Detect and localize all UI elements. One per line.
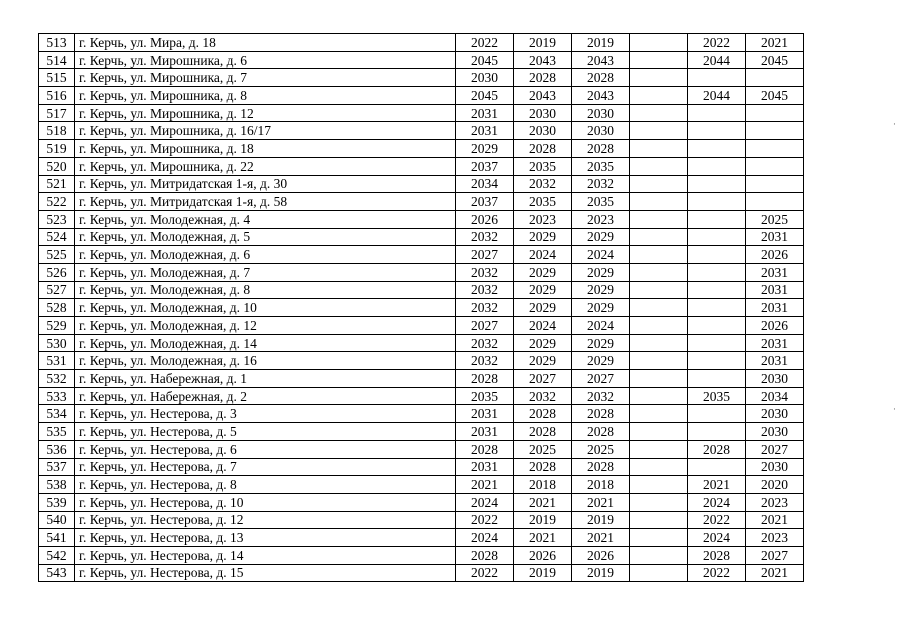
- year-cell-4: [630, 564, 688, 582]
- table-row: [39, 175, 804, 193]
- year-cell-1: 2022: [456, 564, 514, 582]
- year-cell-4: [630, 334, 688, 352]
- year-cell-6: 2023: [746, 529, 804, 547]
- row-number-cell: 534: [39, 405, 75, 423]
- row-number-cell: 521: [39, 175, 75, 193]
- year-cell-4: [630, 122, 688, 140]
- address-cell: г. Керчь, ул. Нестерова, д. 15: [75, 564, 456, 582]
- year-cell-6: 2025: [746, 210, 804, 228]
- address-cell: г. Керчь, ул. Молодежная, д. 14: [75, 334, 456, 352]
- address-cell: г. Керчь, ул. Молодежная, д. 16: [75, 352, 456, 370]
- year-cell-6: 2030: [746, 423, 804, 441]
- table-row: [39, 281, 804, 299]
- address-cell: г. Керчь, ул. Мирошника, д. 16/17: [75, 122, 456, 140]
- year-cell-6: 2030: [746, 458, 804, 476]
- row-number-cell: 526: [39, 263, 75, 281]
- table-row: [39, 334, 804, 352]
- year-cell-6: 2030: [746, 370, 804, 388]
- row-number-cell: 532: [39, 370, 75, 388]
- year-cell-1: 2027: [456, 317, 514, 335]
- row-number-cell: 515: [39, 69, 75, 87]
- year-cell-4: [630, 157, 688, 175]
- year-cell-1: 2031: [456, 104, 514, 122]
- year-cell-3: 2026: [572, 546, 630, 564]
- year-cell-5: 2044: [688, 51, 746, 69]
- year-cell-3: 2028: [572, 405, 630, 423]
- year-cell-3: 2019: [572, 511, 630, 529]
- table-row: [39, 51, 804, 69]
- year-cell-5: 2028: [688, 440, 746, 458]
- housing-schedule-table: [38, 33, 804, 582]
- year-cell-1: 2032: [456, 334, 514, 352]
- row-number-cell: 528: [39, 299, 75, 317]
- address-cell: г. Керчь, ул. Набережная, д. 1: [75, 370, 456, 388]
- year-cell-3: 2021: [572, 529, 630, 547]
- year-cell-1: 2032: [456, 228, 514, 246]
- year-cell-6: 2020: [746, 476, 804, 494]
- year-cell-1: 2032: [456, 281, 514, 299]
- year-cell-6: 2031: [746, 334, 804, 352]
- year-cell-1: 2031: [456, 458, 514, 476]
- year-cell-2: 2043: [514, 87, 572, 105]
- address-cell: г. Керчь, ул. Нестерова, д. 6: [75, 440, 456, 458]
- row-number-cell: 514: [39, 51, 75, 69]
- year-cell-6: 2031: [746, 352, 804, 370]
- table-row: [39, 423, 804, 441]
- table-row: [39, 263, 804, 281]
- year-cell-1: 2031: [456, 423, 514, 441]
- year-cell-5: [688, 370, 746, 388]
- year-cell-5: [688, 69, 746, 87]
- table-row: [39, 210, 804, 228]
- year-cell-6: [746, 69, 804, 87]
- year-cell-2: 2029: [514, 352, 572, 370]
- year-cell-1: 2029: [456, 140, 514, 158]
- year-cell-2: 2029: [514, 228, 572, 246]
- year-cell-3: 2035: [572, 157, 630, 175]
- row-number-cell: 522: [39, 193, 75, 211]
- address-cell: г. Керчь, ул. Мирошника, д. 18: [75, 140, 456, 158]
- table-row: [39, 546, 804, 564]
- year-cell-5: [688, 246, 746, 264]
- address-cell: г. Керчь, ул. Молодежная, д. 5: [75, 228, 456, 246]
- table-row: [39, 299, 804, 317]
- year-cell-4: [630, 493, 688, 511]
- year-cell-6: 2030: [746, 405, 804, 423]
- year-cell-3: 2030: [572, 122, 630, 140]
- year-cell-4: [630, 246, 688, 264]
- year-cell-5: [688, 210, 746, 228]
- year-cell-4: [630, 69, 688, 87]
- year-cell-2: 2021: [514, 529, 572, 547]
- table-row: [39, 564, 804, 582]
- year-cell-5: [688, 458, 746, 476]
- year-cell-3: 2025: [572, 440, 630, 458]
- year-cell-3: 2043: [572, 87, 630, 105]
- year-cell-2: 2028: [514, 423, 572, 441]
- address-cell: г. Керчь, ул. Мирошника, д. 8: [75, 87, 456, 105]
- year-cell-1: 2031: [456, 122, 514, 140]
- year-cell-3: 2028: [572, 69, 630, 87]
- address-cell: г. Керчь, ул. Молодежная, д. 6: [75, 246, 456, 264]
- year-cell-4: [630, 423, 688, 441]
- year-cell-6: 2027: [746, 440, 804, 458]
- year-cell-2: 2028: [514, 405, 572, 423]
- row-number-cell: 539: [39, 493, 75, 511]
- year-cell-6: 2031: [746, 263, 804, 281]
- year-cell-5: 2021: [688, 476, 746, 494]
- year-cell-3: 2035: [572, 193, 630, 211]
- year-cell-2: 2035: [514, 193, 572, 211]
- year-cell-4: [630, 387, 688, 405]
- year-cell-4: [630, 546, 688, 564]
- year-cell-6: 2021: [746, 511, 804, 529]
- year-cell-1: 2028: [456, 370, 514, 388]
- table-row: [39, 246, 804, 264]
- year-cell-6: [746, 193, 804, 211]
- year-cell-6: [746, 175, 804, 193]
- table-row: [39, 458, 804, 476]
- address-cell: г. Керчь, ул. Нестерова, д. 10: [75, 493, 456, 511]
- year-cell-1: 2037: [456, 193, 514, 211]
- year-cell-4: [630, 440, 688, 458]
- year-cell-2: 2030: [514, 104, 572, 122]
- year-cell-4: [630, 458, 688, 476]
- row-number-cell: 530: [39, 334, 75, 352]
- row-number-cell: 520: [39, 157, 75, 175]
- row-number-cell: 516: [39, 87, 75, 105]
- table-row: [39, 405, 804, 423]
- year-cell-2: 2029: [514, 334, 572, 352]
- year-cell-1: 2031: [456, 405, 514, 423]
- year-cell-1: 2022: [456, 34, 514, 52]
- year-cell-1: 2028: [456, 440, 514, 458]
- year-cell-6: 2031: [746, 281, 804, 299]
- year-cell-6: [746, 104, 804, 122]
- scan-speck: ·: [893, 405, 896, 415]
- row-number-cell: 519: [39, 140, 75, 158]
- table-row: [39, 511, 804, 529]
- year-cell-2: 2018: [514, 476, 572, 494]
- year-cell-5: [688, 228, 746, 246]
- year-cell-2: 2029: [514, 299, 572, 317]
- year-cell-6: 2021: [746, 564, 804, 582]
- year-cell-3: 2028: [572, 458, 630, 476]
- year-cell-3: 2029: [572, 263, 630, 281]
- year-cell-2: 2032: [514, 387, 572, 405]
- table-row: [39, 140, 804, 158]
- year-cell-1: 2022: [456, 511, 514, 529]
- year-cell-5: [688, 334, 746, 352]
- address-cell: г. Керчь, ул. Мирошника, д. 6: [75, 51, 456, 69]
- table-row: [39, 122, 804, 140]
- address-cell: г. Керчь, ул. Нестерова, д. 8: [75, 476, 456, 494]
- year-cell-1: 2045: [456, 51, 514, 69]
- year-cell-4: [630, 140, 688, 158]
- row-number-cell: 536: [39, 440, 75, 458]
- year-cell-5: [688, 299, 746, 317]
- year-cell-6: 2034: [746, 387, 804, 405]
- year-cell-3: 2032: [572, 175, 630, 193]
- year-cell-5: 2022: [688, 511, 746, 529]
- year-cell-3: 2029: [572, 334, 630, 352]
- table-row: [39, 493, 804, 511]
- address-cell: г. Керчь, ул. Нестерова, д. 7: [75, 458, 456, 476]
- year-cell-4: [630, 263, 688, 281]
- year-cell-6: 2031: [746, 299, 804, 317]
- year-cell-4: [630, 476, 688, 494]
- year-cell-2: 2030: [514, 122, 572, 140]
- year-cell-3: 2030: [572, 104, 630, 122]
- year-cell-5: 2024: [688, 529, 746, 547]
- row-number-cell: 517: [39, 104, 75, 122]
- table-row: [39, 157, 804, 175]
- row-number-cell: 513: [39, 34, 75, 52]
- year-cell-2: 2027: [514, 370, 572, 388]
- year-cell-1: 2028: [456, 546, 514, 564]
- table-row: [39, 228, 804, 246]
- year-cell-6: 2023: [746, 493, 804, 511]
- table-row: [39, 529, 804, 547]
- address-cell: г. Керчь, ул. Мирошника, д. 7: [75, 69, 456, 87]
- year-cell-5: 2028: [688, 546, 746, 564]
- year-cell-5: [688, 281, 746, 299]
- address-cell: г. Керчь, ул. Мирошника, д. 12: [75, 104, 456, 122]
- table-row: [39, 104, 804, 122]
- year-cell-5: [688, 405, 746, 423]
- year-cell-4: [630, 370, 688, 388]
- row-number-cell: 524: [39, 228, 75, 246]
- table-row: [39, 87, 804, 105]
- row-number-cell: 531: [39, 352, 75, 370]
- year-cell-2: 2028: [514, 140, 572, 158]
- year-cell-2: 2028: [514, 458, 572, 476]
- address-cell: г. Керчь, ул. Нестерова, д. 3: [75, 405, 456, 423]
- year-cell-6: 2021: [746, 34, 804, 52]
- year-cell-4: [630, 529, 688, 547]
- address-cell: г. Керчь, ул. Молодежная, д. 10: [75, 299, 456, 317]
- year-cell-2: 2029: [514, 263, 572, 281]
- year-cell-4: [630, 210, 688, 228]
- year-cell-3: 2024: [572, 246, 630, 264]
- year-cell-3: 2028: [572, 423, 630, 441]
- year-cell-1: 2027: [456, 246, 514, 264]
- table-row: [39, 193, 804, 211]
- table-row: [39, 317, 804, 335]
- year-cell-5: 2024: [688, 493, 746, 511]
- year-cell-5: [688, 193, 746, 211]
- table-row: [39, 34, 804, 52]
- year-cell-2: 2026: [514, 546, 572, 564]
- year-cell-2: 2024: [514, 246, 572, 264]
- row-number-cell: 525: [39, 246, 75, 264]
- year-cell-4: [630, 511, 688, 529]
- year-cell-4: [630, 405, 688, 423]
- year-cell-1: 2035: [456, 387, 514, 405]
- address-cell: г. Керчь, ул. Митридатская 1-я, д. 58: [75, 193, 456, 211]
- year-cell-3: 2029: [572, 228, 630, 246]
- row-number-cell: 533: [39, 387, 75, 405]
- year-cell-3: 2018: [572, 476, 630, 494]
- row-number-cell: 542: [39, 546, 75, 564]
- address-cell: г. Керчь, ул. Митридатская 1-я, д. 30: [75, 175, 456, 193]
- table-row: [39, 370, 804, 388]
- year-cell-2: 2025: [514, 440, 572, 458]
- year-cell-1: 2030: [456, 69, 514, 87]
- table-row: [39, 387, 804, 405]
- year-cell-5: 2044: [688, 87, 746, 105]
- year-cell-4: [630, 352, 688, 370]
- year-cell-4: [630, 317, 688, 335]
- year-cell-2: 2035: [514, 157, 572, 175]
- year-cell-4: [630, 228, 688, 246]
- year-cell-3: 2023: [572, 210, 630, 228]
- year-cell-6: 2045: [746, 87, 804, 105]
- year-cell-4: [630, 281, 688, 299]
- address-cell: г. Керчь, ул. Набережная, д. 2: [75, 387, 456, 405]
- year-cell-2: 2023: [514, 210, 572, 228]
- table-row: [39, 476, 804, 494]
- year-cell-1: 2032: [456, 299, 514, 317]
- scan-speck: ·: [893, 120, 896, 130]
- row-number-cell: 541: [39, 529, 75, 547]
- year-cell-5: [688, 140, 746, 158]
- year-cell-4: [630, 51, 688, 69]
- year-cell-3: 2019: [572, 34, 630, 52]
- year-cell-1: 2045: [456, 87, 514, 105]
- row-number-cell: 543: [39, 564, 75, 582]
- year-cell-5: [688, 175, 746, 193]
- row-number-cell: 523: [39, 210, 75, 228]
- year-cell-3: 2029: [572, 352, 630, 370]
- row-number-cell: 540: [39, 511, 75, 529]
- table-row: [39, 69, 804, 87]
- year-cell-3: 2024: [572, 317, 630, 335]
- year-cell-4: [630, 299, 688, 317]
- year-cell-4: [630, 104, 688, 122]
- year-cell-5: [688, 157, 746, 175]
- year-cell-5: [688, 423, 746, 441]
- year-cell-5: [688, 104, 746, 122]
- year-cell-4: [630, 87, 688, 105]
- year-cell-4: [630, 34, 688, 52]
- year-cell-3: 2028: [572, 140, 630, 158]
- address-cell: г. Керчь, ул. Молодежная, д. 8: [75, 281, 456, 299]
- year-cell-6: [746, 140, 804, 158]
- year-cell-1: 2024: [456, 529, 514, 547]
- year-cell-5: [688, 317, 746, 335]
- address-cell: г. Керчь, ул. Мирошника, д. 22: [75, 157, 456, 175]
- year-cell-3: 2029: [572, 299, 630, 317]
- year-cell-6: 2026: [746, 317, 804, 335]
- address-cell: г. Керчь, ул. Мира, д. 18: [75, 34, 456, 52]
- year-cell-6: [746, 157, 804, 175]
- year-cell-3: 2043: [572, 51, 630, 69]
- row-number-cell: 537: [39, 458, 75, 476]
- year-cell-5: [688, 263, 746, 281]
- address-cell: г. Керчь, ул. Нестерова, д. 12: [75, 511, 456, 529]
- year-cell-2: 2019: [514, 564, 572, 582]
- year-cell-2: 2019: [514, 511, 572, 529]
- year-cell-4: [630, 175, 688, 193]
- address-cell: г. Керчь, ул. Молодежная, д. 4: [75, 210, 456, 228]
- year-cell-5: [688, 352, 746, 370]
- year-cell-5: [688, 122, 746, 140]
- year-cell-1: 2034: [456, 175, 514, 193]
- year-cell-2: 2043: [514, 51, 572, 69]
- year-cell-3: 2029: [572, 281, 630, 299]
- year-cell-5: 2022: [688, 564, 746, 582]
- year-cell-1: 2024: [456, 493, 514, 511]
- year-cell-1: 2032: [456, 352, 514, 370]
- year-cell-2: 2024: [514, 317, 572, 335]
- year-cell-4: [630, 193, 688, 211]
- table-row: [39, 440, 804, 458]
- year-cell-5: 2022: [688, 34, 746, 52]
- year-cell-3: 2021: [572, 493, 630, 511]
- address-cell: г. Керчь, ул. Молодежная, д. 12: [75, 317, 456, 335]
- row-number-cell: 538: [39, 476, 75, 494]
- year-cell-5: 2035: [688, 387, 746, 405]
- year-cell-2: 2019: [514, 34, 572, 52]
- year-cell-2: 2021: [514, 493, 572, 511]
- year-cell-6: 2031: [746, 228, 804, 246]
- year-cell-6: 2027: [746, 546, 804, 564]
- year-cell-3: 2027: [572, 370, 630, 388]
- year-cell-2: 2032: [514, 175, 572, 193]
- year-cell-6: 2045: [746, 51, 804, 69]
- year-cell-6: 2026: [746, 246, 804, 264]
- table-body: [39, 34, 804, 582]
- address-cell: г. Керчь, ул. Нестерова, д. 14: [75, 546, 456, 564]
- year-cell-1: 2032: [456, 263, 514, 281]
- table-row: [39, 352, 804, 370]
- year-cell-2: 2029: [514, 281, 572, 299]
- address-cell: г. Керчь, ул. Нестерова, д. 13: [75, 529, 456, 547]
- address-cell: г. Керчь, ул. Нестерова, д. 5: [75, 423, 456, 441]
- year-cell-3: 2019: [572, 564, 630, 582]
- year-cell-1: 2021: [456, 476, 514, 494]
- year-cell-1: 2026: [456, 210, 514, 228]
- row-number-cell: 527: [39, 281, 75, 299]
- row-number-cell: 535: [39, 423, 75, 441]
- year-cell-1: 2037: [456, 157, 514, 175]
- row-number-cell: 518: [39, 122, 75, 140]
- year-cell-3: 2032: [572, 387, 630, 405]
- year-cell-6: [746, 122, 804, 140]
- address-cell: г. Керчь, ул. Молодежная, д. 7: [75, 263, 456, 281]
- row-number-cell: 529: [39, 317, 75, 335]
- year-cell-2: 2028: [514, 69, 572, 87]
